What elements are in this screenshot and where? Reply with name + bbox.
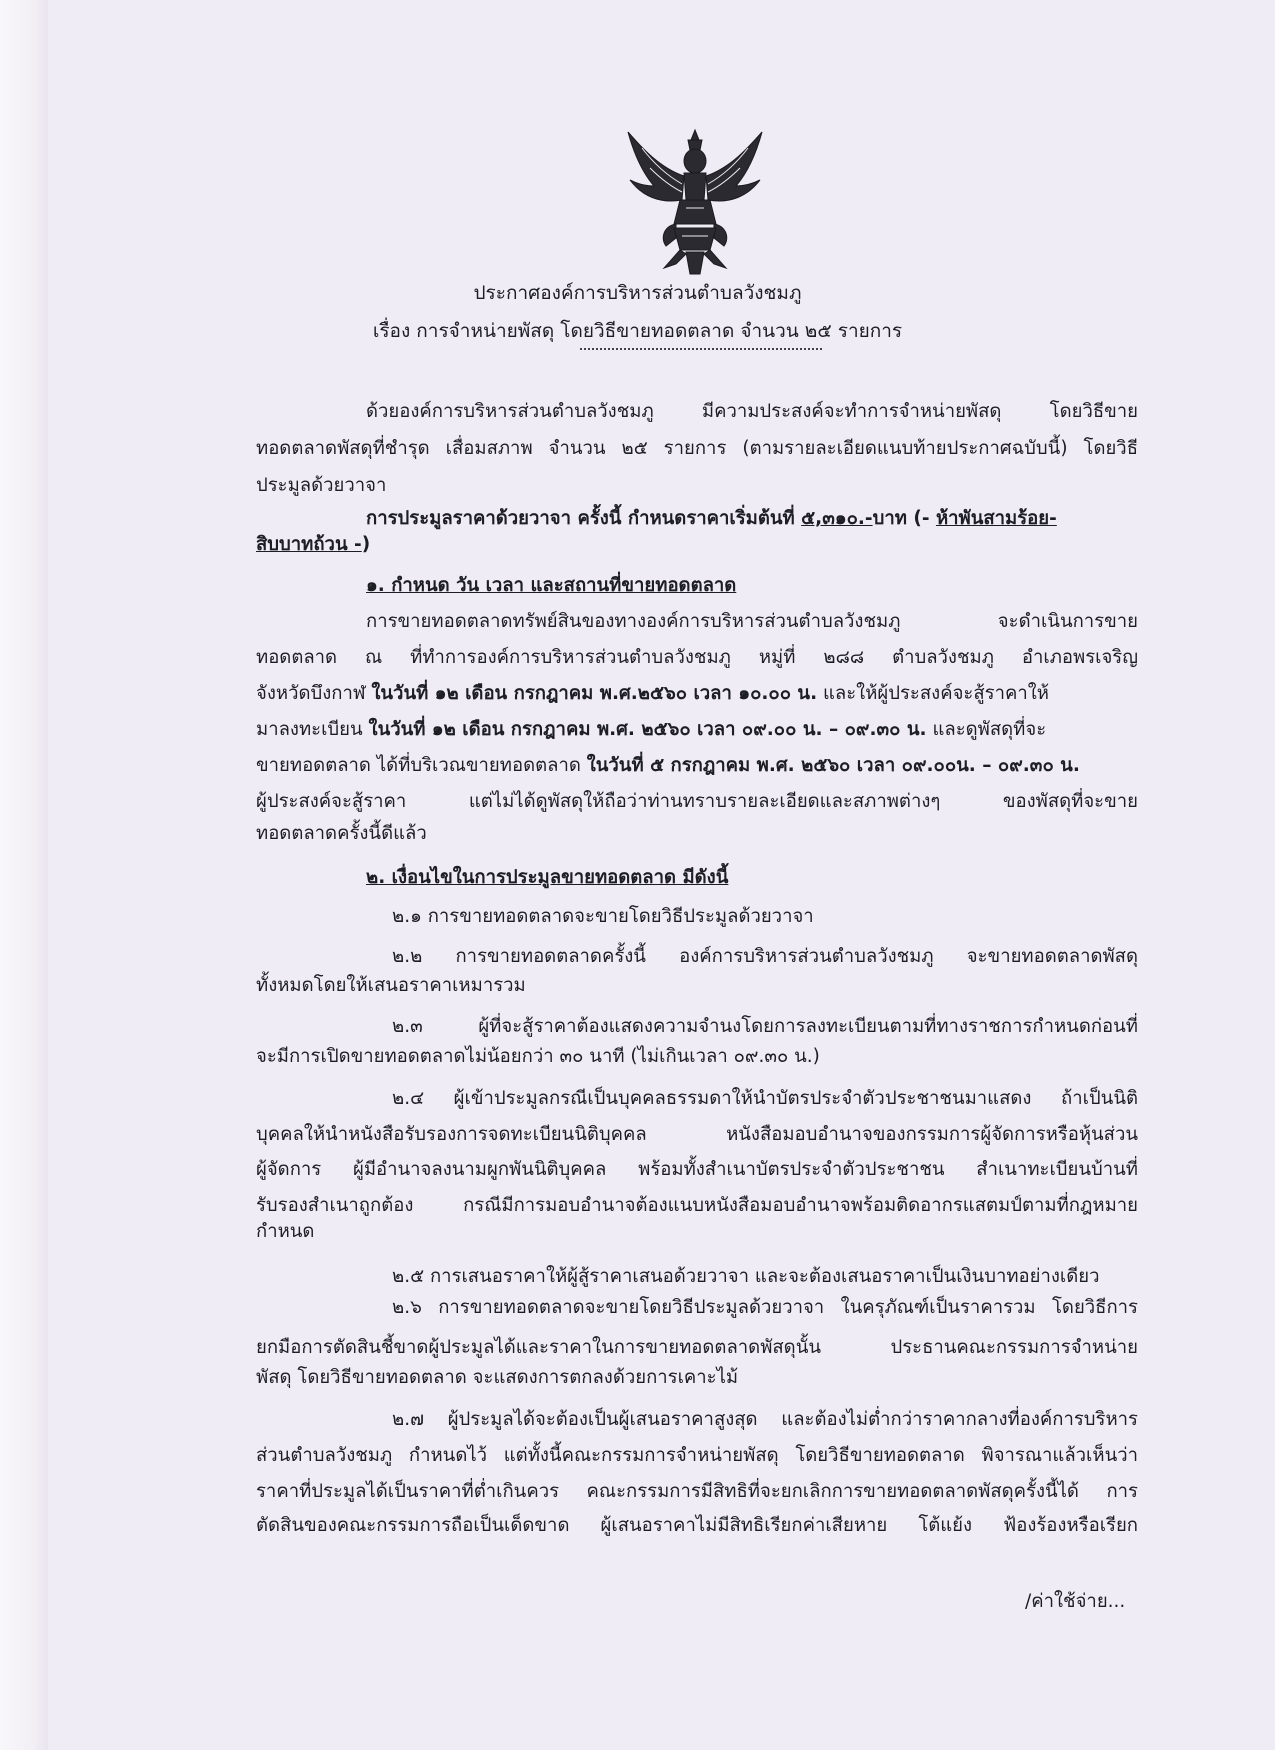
line-3-tail: และให้ผู้ประสงค์จะสู้ราคาให้: [817, 683, 1049, 704]
line-3-province: จังหวัดบึงกาฬ: [256, 683, 372, 704]
condition-2-7-line-1: ๒.๗ ผู้ประมูลได้จะต้องเป็นผู้เสนอราคาสูงสุด และต้องไม่ต่ำกว่าราคากลางที่องค์การบริหาร: [392, 1409, 1138, 1430]
intro-line-3: ประมูลด้วยวาจา: [256, 475, 387, 496]
section-1-line-7: ทอดตลาดครั้งนี้ดีแล้ว: [256, 823, 427, 844]
condition-2-4-line-3: ผู้จัดการ ผู้มีอำนาจลงนามผูกพันนิติบุคคล พร้อมทั้งสำเนาบัตรประจำตัวประชาชน สำเนาทะเบียนบ้านที่: [256, 1159, 1138, 1180]
line-4-register: มาลงทะเบียน: [256, 719, 369, 740]
condition-2-7-line-4: ตัดสินของคณะกรรมการถือเป็นเด็ดขาด ผู้เสนอราคาไม่มีสิทธิเรียกค่าเสียหาย โต้แย้ง ฟ้องร้องหรือเรียก: [256, 1515, 1138, 1536]
inspection-date: ในวันที่ ๕ กรกฎาคม พ.ศ. ๒๕๖๐ เวลา ๐๙.๐๐น. – ๐๙.๓๐ น.: [586, 755, 1080, 776]
condition-2-4-line-4: รับรองสำเนาถูกต้อง กรณีมีการมอบอำนาจต้องแนบหนังสือมอบอำนาจพร้อมติดอากรแสตมป์ตามที่กฎหมาย: [256, 1195, 1138, 1216]
starting-price-line: [366, 507, 1057, 531]
auction-date: ในวันที่ ๑๒ เดือน กรกฎาคม พ.ศ.๒๕๖๐ เวลา ๑๐.๐๐ น.: [371, 683, 818, 704]
section-1-line-5: [256, 754, 1080, 778]
scan-margin: [0, 0, 48, 1750]
condition-2-4-line-1: ๒.๔ ผู้เข้าประมูลกรณีเป็นบุคคลธรรมดาให้นำบัตรประจำตัวประชาชนมาแสดง ถ้าเป็นนิติ: [392, 1088, 1138, 1109]
section-1-line-6: ผู้ประสงค์จะสู้ราคา แต่ไม่ได้ดูพัสดุให้ถือว่าท่านทราบรายละเอียดและสภาพต่างๆ ของพัสดุที่จะขาย: [256, 791, 1138, 812]
price-words-part-2: สิบบาทถ้วน -: [256, 534, 362, 555]
condition-2-4-line-2: บุคคลให้นำหนังสือรับรองการจดทะเบียนนิติบุคคล หนังสือมอบอำนาจของกรรมการผู้จัดการหรือหุ้นส่วน: [256, 1124, 1138, 1145]
condition-2-5: ๒.๕ การเสนอราคาให้ผู้สู้ราคาเสนอด้วยวาจา และจะต้องเสนอราคาเป็นเงินบาทอย่างเดียว: [392, 1266, 1100, 1287]
price-words-part-1: ห้าพันสามร้อย-: [935, 508, 1057, 529]
section-1-line-3: [256, 682, 1049, 706]
price-close: ): [361, 534, 371, 555]
section-1-line-2: ทอดตลาด ณ ที่ทำการองค์การบริหารส่วนตำบลวังชมภู หมู่ที่ ๒๘๘ ตำบลวังชมภู อำเภอพรเจริญ: [256, 647, 1138, 668]
title-separator: [580, 348, 822, 350]
document-subject: เรื่อง การจำหน่ายพัสดุ โดยวิธีขายทอดตลาด จำนวน ๒๕ รายการ: [372, 320, 903, 342]
condition-2-1: ๒.๑ การขายทอดตลาดจะขายโดยวิธีประมูลด้วยวาจา: [392, 906, 814, 927]
condition-2-7-line-3: ราคาที่ประมูลได้เป็นราคาที่ต่ำเกินควร คณะกรรมการมีสิทธิที่จะยกเลิกการขายทอดตลาดพัสดุครั้งนี้ได้ การ: [256, 1481, 1138, 1502]
line-4-tail: และดูพัสดุที่จะ: [926, 719, 1047, 740]
starting-price-line-2: [256, 533, 370, 557]
condition-2-2-line-1: ๒.๒ การขายทอดตลาดครั้งนี้ องค์การบริหารส่วนตำบลวังชมภู จะขายทอดตลาดพัสดุ: [392, 946, 1138, 967]
document-title: ประกาศองค์การบริหารส่วนตำบลวังชมภู: [473, 282, 802, 304]
price-label: การประมูลราคาด้วยวาจา ครั้งนี้ กำหนดราคาเริ่มต้นที่: [366, 508, 802, 529]
price-currency: บาท (-: [872, 508, 936, 529]
registration-date: ในวันที่ ๑๒ เดือน กรกฎาคม พ.ศ. ๒๕๖๐ เวลา ๐๙.๐๐ น. – ๐๙.๓๐ น.: [368, 719, 927, 740]
condition-2-6-line-3: พัสดุ โดยวิธีขายทอดตลาด จะแสดงการตกลงด้วยการเคาะไม้: [256, 1367, 739, 1388]
condition-2-6-line-1: ๒.๖ การขายทอดตลาดจะขายโดยวิธีประมูลด้วยวาจา ในครุภัณฑ์เป็นราคารวม โดยวิธีการ: [392, 1297, 1138, 1318]
condition-2-4-line-5: กำหนด: [256, 1221, 315, 1242]
line-5-place: ขายทอดตลาด ได้ที่บริเวณขายทอดตลาด: [256, 755, 587, 776]
condition-2-6-line-2: ยกมือการตัดสินชี้ขาดผู้ประมูลได้และราคาในการขายทอดตลาดพัสดุนั้น ประธานคณะกรรมการจำหน่าย: [256, 1337, 1138, 1358]
continuation-marker: /ค่าใช้จ่าย...: [1025, 1591, 1126, 1612]
section-2-heading: ๒. เงื่อนไขในการประมูลขายทอดตลาด มีดังนี้: [366, 867, 729, 888]
condition-2-7-line-2: ส่วนตำบลวังชมภู กำหนดไว้ แต่ทั้งนี้คณะกรรมการจำหน่ายพัสดุ โดยวิธีขายทอดตลาด พิจารณาแล้วเห็นว่า: [256, 1445, 1138, 1466]
section-1-line-4: [256, 718, 1046, 742]
garuda-emblem-icon: [620, 128, 770, 276]
intro-line-2: ทอดตลาดพัสดุที่ชำรุด เสื่อมสภาพ จำนวน ๒๕ รายการ (ตามรายละเอียดแนบท้ายประกาศฉบับนี้) โดยวิธี: [256, 438, 1138, 459]
condition-2-2-line-2: ทั้งหมดโดยให้เสนอราคาเหมารวม: [256, 975, 526, 996]
condition-2-3-line-2: จะมีการเปิดขายทอดตลาดไม่น้อยกว่า ๓๐ นาที (ไม่เกินเวลา ๐๙.๓๐ น.): [256, 1046, 820, 1067]
intro-line-1: ด้วยองค์การบริหารส่วนตำบลวังชมภู มีความประสงค์จะทำการจำหน่ายพัสดุ โดยวิธีขาย: [366, 401, 1138, 422]
section-1-line-1: การขายทอดตลาดทรัพย์สินของทางองค์การบริหารส่วนตำบลวังชมภู จะดำเนินการขาย: [366, 611, 1138, 632]
price-amount: ๕,๓๑๐.-: [801, 508, 873, 529]
section-1-heading: ๑. กำหนด วัน เวลา และสถานที่ขายทอดตลาด: [366, 575, 737, 596]
condition-2-3-line-1: ๒.๓ ผู้ที่จะสู้ราคาต้องแสดงความจำนงโดยการลงทะเบียนตามที่ทางราชการกำหนดก่อนที่: [392, 1016, 1138, 1037]
